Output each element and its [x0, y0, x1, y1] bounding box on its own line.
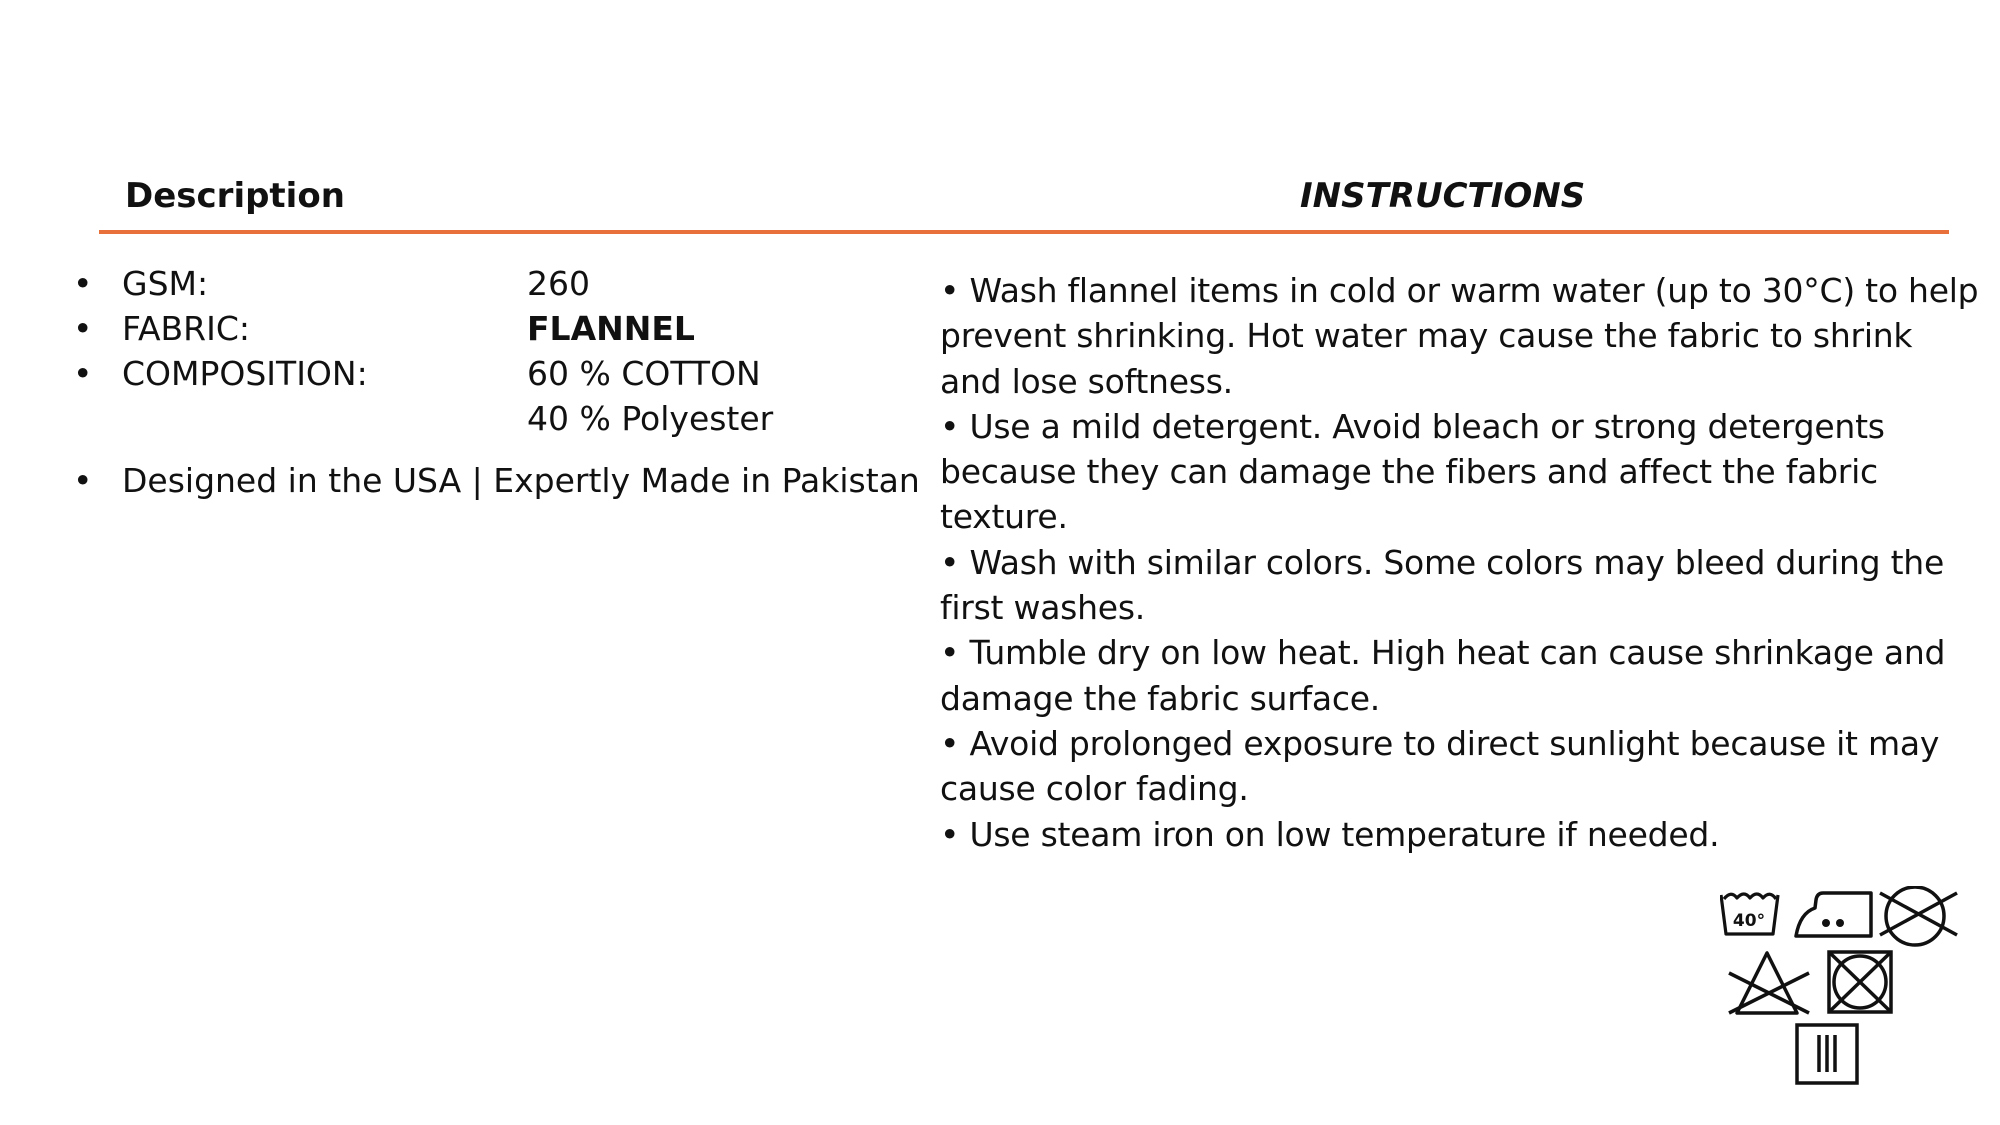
spec-list	[73, 261, 933, 503]
instruction-wash-temperature: • Wash flannel items in cold or warm water (up to 30°C) to help prevent shrinking. Hot water may cause the fabric to shrink and lose softness.	[940, 271, 1979, 401]
spec-row-origin	[73, 458, 933, 503]
spec-value-gsm: 260	[527, 264, 590, 303]
instruction-detergent: • Use a mild detergent. Avoid bleach or strong detergents because they can damage the fibers and affect the fabric texture.	[940, 406, 1885, 537]
wash-temperature-label: 40°	[1732, 911, 1766, 931]
care-symbols	[1720, 886, 1970, 1090]
spec-value-fabric: FLANNEL	[527, 309, 695, 348]
spec-row-gsm	[73, 261, 933, 306]
spec-value-polyester: 40 % Polyester	[527, 399, 774, 438]
instruction-similar-colors: • Wash with similar colors. Some colors may bleed during the first washes.	[940, 542, 1945, 628]
wash-40-icon	[1721, 894, 1778, 934]
spec-row-composition	[73, 351, 933, 441]
do-not-bleach-icon	[1729, 953, 1809, 1013]
description-title: Description	[125, 176, 345, 216]
instructions-title: INSTRUCTIONS	[1300, 176, 1586, 216]
drip-dry-icon	[1797, 1025, 1857, 1083]
header-divider	[99, 230, 1949, 234]
instructions-list	[940, 268, 1980, 857]
spec-label-composition: COMPOSITION:	[122, 354, 368, 393]
instruction-steam-iron: • Use steam iron on low temperature if needed.	[940, 814, 1720, 854]
do-not-tumble-dry-icon	[1880, 887, 1957, 945]
spec-label-gsm: GSM:	[122, 264, 209, 303]
origin-text: Designed in the USA | Expertly Made in Pakistan	[122, 461, 920, 500]
bullet: •	[73, 309, 93, 348]
spec-value-cotton: 60 % COTTON	[527, 354, 761, 393]
spec-row-fabric	[73, 306, 933, 351]
bullet: •	[73, 264, 93, 303]
do-not-dry-clean-icon	[1829, 952, 1891, 1012]
bullet: •	[73, 354, 93, 393]
instruction-tumble-dry: • Tumble dry on low heat. High heat can cause shrinkage and damage the fabric surface.	[940, 633, 1946, 718]
instruction-sunlight: • Avoid prolonged exposure to direct sunlight because it may cause color fading.	[940, 723, 1940, 809]
spec-label-fabric: FABRIC:	[122, 309, 250, 348]
iron-medium-heat-icon	[1796, 893, 1871, 936]
bullet: •	[73, 461, 93, 500]
